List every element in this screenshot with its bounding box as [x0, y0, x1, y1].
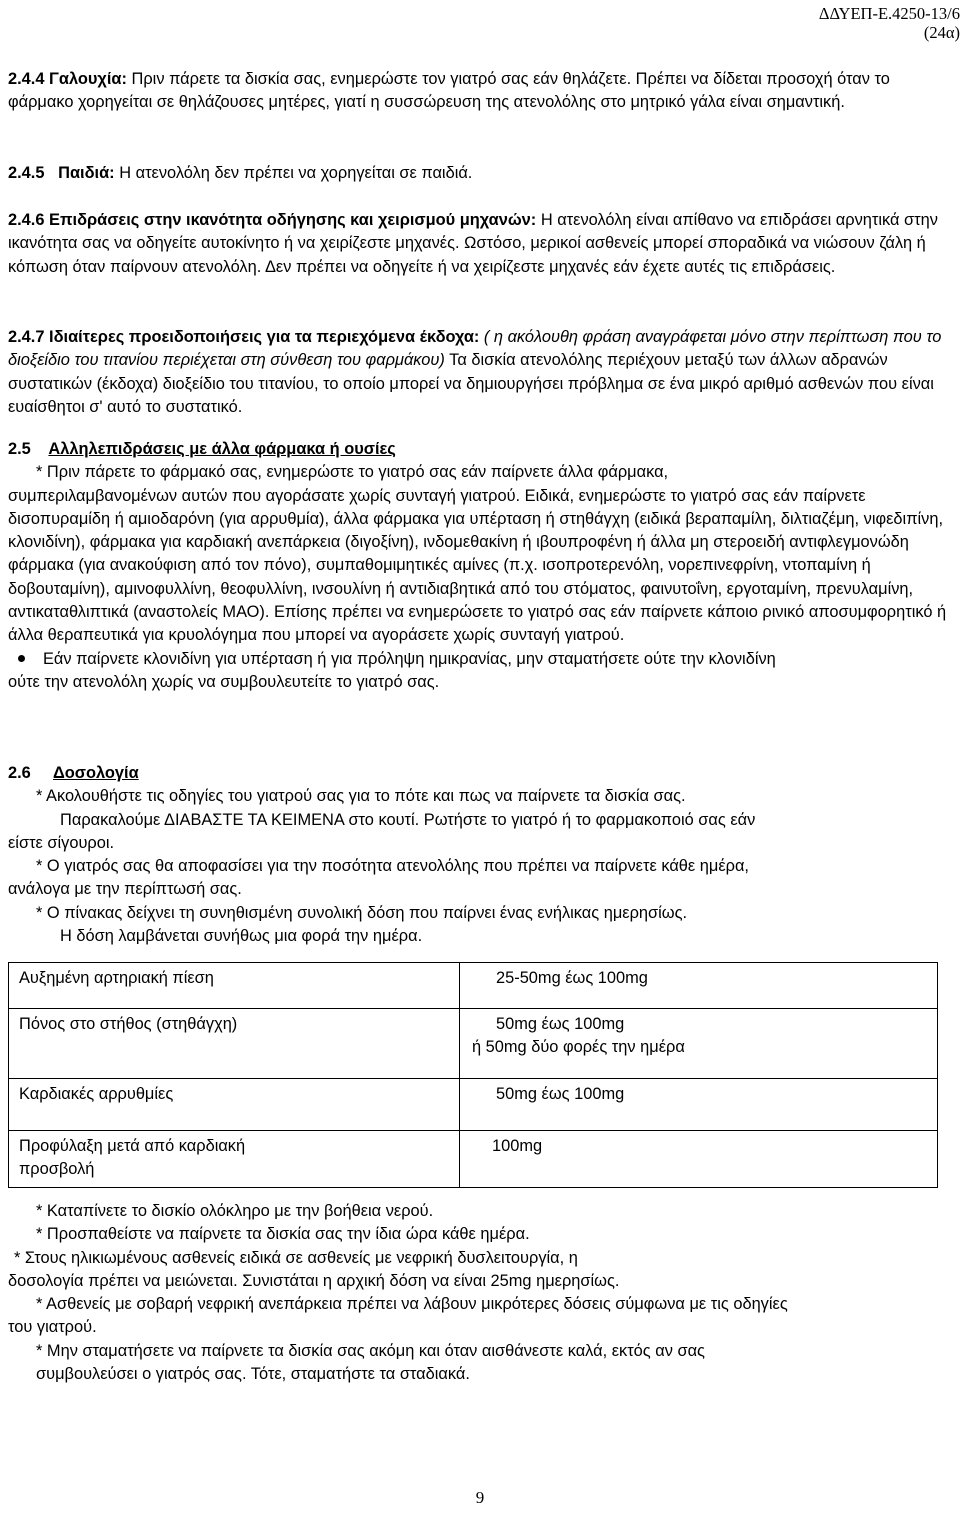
dosage-table	[8, 962, 938, 1188]
condition-cell	[9, 1131, 460, 1188]
dosage-line: * Ο πίνακας δείχνει τη συνηθισμένη συνολική δόση που παίρνει ένας ενήλικας ημερησίως.	[36, 903, 688, 922]
section-text: Η ατενολόλη είναι απίθανο να επιδράσει αρνητικά στην ικανότητα σας να οδηγείτε αυτοκίνητο ή να χειρίζεστε μηχανές. Ωστόσο, μερικοί ασθενείς μπορεί σποραδικά να νιώσουν ζάλη ή κόπωση όταν παίρνουν ατενολόλη. Δεν πρέπει να οδηγείτε ή να χειρίζεστε μηχανές εάν έχετε αυτές τις επιδράσεις.	[8, 211, 938, 276]
note-line: * Ασθενείς με σοβαρή νεφρική ανεπάρκεια πρέπει να λάβουν μικρότερες δόσεις σύμφωνα με τις οδηγίες	[36, 1295, 788, 1314]
section-number: 2.6	[8, 764, 31, 782]
section-note: ( η ακόλουθη φράση αναγράφεται μόνο στην περίπτωση που το διοξείδιο του τιτανίου περιέχεται στη σύνθεση του φαρμάκου)	[8, 328, 942, 370]
dose-value: 25-50mg έως 100mg	[496, 969, 648, 987]
condition-cell: Αυξημένη αρτηριακή πίεση	[9, 963, 460, 1009]
section-title: Ιδιαίτερες προειδοποιήσεις για τα περιεχόμενα έκδοχα:	[49, 328, 480, 346]
document-header	[819, 4, 960, 42]
dose-cell	[460, 1131, 938, 1188]
section-text: Η ατενολόλη δεν πρέπει να χορηγείται σε παιδιά.	[119, 164, 473, 182]
table-row	[9, 1009, 938, 1079]
section-title: Δοσολογία	[52, 764, 139, 782]
section-2-4-7	[8, 326, 948, 419]
document-subcode: (24α)	[923, 23, 960, 42]
section-number: 2.5	[8, 440, 31, 458]
clonidine-warning: Εάν παίρνετε κλονιδίνη για υπέρταση ή για πρόληψη ημικρανίας, μην σταματήσετε ούτε την κλονιδίνη	[43, 649, 776, 668]
dosage-line: Η δόση λαμβάνεται συνήθως μια φορά την ημέρα.	[60, 927, 423, 946]
table-row	[9, 963, 938, 1009]
dose-value: 50mg έως 100mg	[496, 1015, 625, 1033]
note-line: * Προσπαθείστε να παίρνετε τα δισκία σας την ίδια ώρα κάθε ημέρα.	[36, 1225, 530, 1244]
section-number: 2.4.6	[8, 211, 45, 229]
section-title: Επιδράσεις στην ικανότητα οδήγησης και χειρισμού μηχανών:	[49, 211, 537, 229]
section-text: Τα δισκία ατενολόλης περιέχουν μεταξύ των άλλων αδρανών συστατικών (έκδοχα) διοξείδιο του τιτανίου, το οποίο μπορεί να δημιουργήσει πρόβλημα σε ένα μικρό αριθμό ασθενών που είναι ευαίσθητοι σ' αυτό το συστατικό.	[8, 351, 934, 416]
bullet-icon	[18, 655, 25, 662]
dosage-line: ανάλογα με την περίπτωσή σας.	[8, 880, 242, 899]
dosage-line: * Ο γιατρός σας θα αποφασίσει για την ποσότητα ατενολόλης που πρέπει να παίρνετε κάθε ημέρα,	[36, 857, 749, 876]
dosage-notes	[8, 1200, 948, 1386]
interactions-text: συμπεριλαμβανομένων αυτών που αγοράσατε χωρίς συνταγή γιατρού. Ειδικά, ενημερώστε το γιατρό σας εάν παίρνετε δισοπυραμίδη ή αμιοδαρόνη (για αρρυθμία), άλλα φάρμακα για υπέρταση ή στηθάγχη (ειδικά βεραπαμίλη, διλτιαζέμη, νιφεδιπίνη, κλονιδίνη), φάρμακα για καρδιακή ανεπάρκεια (διγοξίνη), ινδομεθακίνη ή ιβουπροφένη ή άλλα μη στεροειδή αντιφλεγμονώδη φάρμακα (για ανακούφιση από τον πόνο), συμπαθομιμητικές αμίνες (π.χ. ισοπροτερενόλη, νορεπινεφρίνη, ντοπαμίνη ή δοβουταμίνη), αμινοφυλλίνη, θεοφυλλίνη, ινσουλίνη ή αντιδιαβητικά από του στόματος, φαινυτοΐνη, εργοταμίνη, πρενυλαμίνη, αντικαταθλιπτικά (αναστολείς ΜΑΟ). Επίσης πρέπει να ενημερώσετε το γιατρό σας εάν παίρνετε κάποιο ρινικό αποσυμφορητικό ή άλλα θεραπευτικά για κρυολόγημα που μπορεί να αγοράσετε χωρίς συνταγή γιατρού.	[8, 486, 947, 645]
condition-cell: Πόνος στο στήθος (στηθάγχη)	[9, 1009, 460, 1079]
section-title: Γαλουχία:	[49, 70, 127, 88]
note-line: * Καταπίνετε το δισκίο ολόκληρο με την βοήθεια νερού.	[36, 1202, 434, 1220]
clonidine-warning-cont: ούτε την ατενολόλη χωρίς να συμβουλευτείτε το γιατρό σας.	[8, 672, 440, 691]
interactions-first-line: * Πριν πάρετε το φάρμακό σας, ενημερώστε το γιατρό σας εάν παίρνετε άλλα φάρμακα,	[36, 463, 669, 482]
section-2-6	[8, 762, 948, 948]
dose-value-alt: ή 50mg δύο φορές την ημέρα	[472, 1038, 685, 1056]
section-2-5	[8, 438, 948, 694]
dosage-line: * Ακολουθήστε τις οδηγίες του γιατρού σας για το πότε και πως να παίρνετε τα δισκία σας.	[36, 787, 686, 806]
table-row	[9, 1079, 938, 1131]
document-code: ΔΔΥΕΠ-Ε.4250-13/6	[818, 4, 960, 23]
table-row	[9, 1131, 938, 1188]
note-line: δοσολογία πρέπει να μειώνεται. Συνιστάται η αρχική δόση να είναι 25mg ημερησίως.	[8, 1271, 620, 1290]
note-line: * Στους ηλικιωμένους ασθενείς ειδικά σε ασθενείς με νεφρική δυσλειτουργία, η	[14, 1248, 578, 1267]
dosage-line: Παρακαλούμε ΔΙΑΒΑΣΤΕ ΤΑ ΚΕΙΜΕΝΑ στο κουτί. Ρωτήστε το γιατρό ή το φαρμακοποιό σας εάν	[60, 810, 756, 829]
section-2-4-5	[8, 162, 948, 185]
dose-cell	[460, 1009, 938, 1079]
section-title: Παιδιά:	[58, 164, 115, 182]
section-title: Αλληλεπιδράσεις με άλλα φάρμακα ή ουσίες	[48, 440, 396, 458]
section-text: Πριν πάρετε τα δισκία σας, ενημερώστε τον γιατρό σας εάν θηλάζετε. Πρέπει να δίδεται προσοχή όταν το φάρμακο χορηγείται σε θηλάζουσες μητέρες, γιατί η συσσώρευση της ατενολόλης στο μητρικό γάλα είναι σημαντική.	[8, 70, 890, 112]
note-line: του γιατρού.	[8, 1318, 97, 1337]
condition-cell: Καρδιακές αρρυθμίες	[9, 1079, 460, 1131]
section-2-4-4	[8, 68, 948, 115]
dose-value: 100mg	[492, 1137, 543, 1155]
dose-cell	[460, 1079, 938, 1131]
section-number: 2.4.7	[8, 328, 45, 346]
section-number: 2.4.5	[8, 164, 45, 182]
note-line: συμβουλεύσει ο γιατρός σας. Τότε, σταματήστε τα σταδιακά.	[36, 1365, 470, 1384]
section-2-4-6	[8, 209, 948, 279]
condition-text: Προφύλαξη μετά από καρδιακή προσβολή	[19, 1137, 246, 1178]
dose-cell	[460, 963, 938, 1009]
dose-value: 50mg έως 100mg	[496, 1085, 625, 1103]
note-line: * Μην σταματήσετε να παίρνετε τα δισκία σας ακόμη και όταν αισθάνεστε καλά, εκτός αν σας	[36, 1341, 705, 1360]
dosage-line: είστε σίγουροι.	[8, 833, 115, 852]
section-number: 2.4.4	[8, 70, 45, 88]
page-number: 9	[475, 1488, 485, 1507]
